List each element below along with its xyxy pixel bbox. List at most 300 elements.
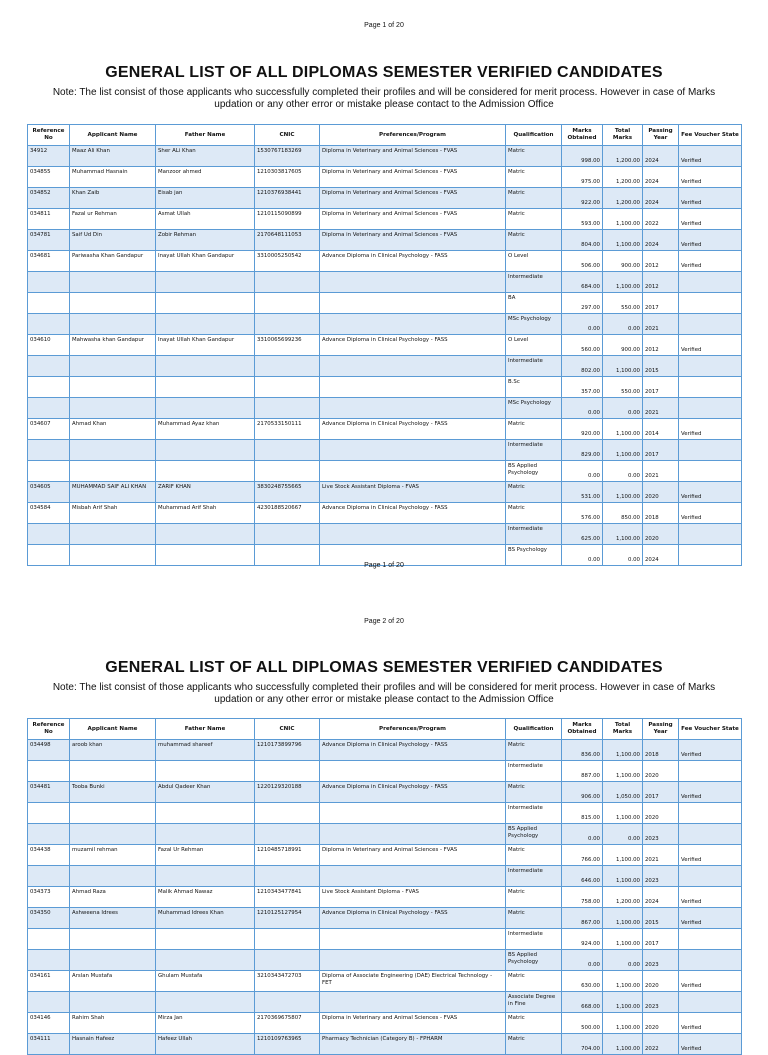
cell-cnic xyxy=(255,950,320,971)
table-row xyxy=(28,230,742,251)
cell-passing-year: 2018 xyxy=(643,503,679,524)
cell-applicant-name: Maaz Ali Khan xyxy=(70,146,156,167)
cell-passing-year: 2020 xyxy=(643,761,679,782)
cell-fee-voucher-state xyxy=(679,440,742,461)
table-row xyxy=(28,377,742,398)
cell-applicant-name xyxy=(70,461,156,482)
col-fee-voucher-state: Fee Voucher State xyxy=(679,719,742,740)
cell-father-name xyxy=(156,272,255,293)
cell-father-name: Ghulam Mustafa xyxy=(156,971,255,992)
col-program: Preferences/Program xyxy=(320,719,506,740)
cell-cnic xyxy=(255,929,320,950)
page-footer: Page 1 of 20 xyxy=(364,562,404,569)
cell-reference-no: 034584 xyxy=(28,503,70,524)
cell-father-name xyxy=(156,803,255,824)
cell-cnic xyxy=(255,272,320,293)
cell-reference-no: 034111 xyxy=(28,1034,70,1055)
cell-reference-no: 034161 xyxy=(28,971,70,992)
cell-cnic xyxy=(255,461,320,482)
cell-father-name: Muhammad Ayaz khan xyxy=(156,419,255,440)
cell-passing-year: 2022 xyxy=(643,209,679,230)
cell-qualification: Intermediate xyxy=(506,866,562,887)
cell-total-marks: 1,100.00 xyxy=(603,419,643,440)
cell-qualification: Matric xyxy=(506,482,562,503)
table-row xyxy=(28,314,742,335)
cell-marks-obtained: 804.00 xyxy=(562,230,603,251)
cell-reference-no: 034610 xyxy=(28,335,70,356)
table-row xyxy=(28,992,742,1013)
cell-qualification: Matric xyxy=(506,1034,562,1055)
cell-qualification: Associate Degree in Fine xyxy=(506,992,562,1013)
cell-qualification: Matric xyxy=(506,188,562,209)
cell-fee-voucher-state: Verified xyxy=(679,908,742,929)
table-row xyxy=(28,167,742,188)
cell-qualification: Intermediate xyxy=(506,761,562,782)
cell-marks-obtained: 704.00 xyxy=(562,1034,603,1055)
cell-reference-no xyxy=(28,524,70,545)
cell-marks-obtained: 758.00 xyxy=(562,887,603,908)
cell-marks-obtained: 506.00 xyxy=(562,251,603,272)
cell-marks-obtained: 924.00 xyxy=(562,929,603,950)
cell-program: Diploma in Veterinary and Animal Sciences - FVAS xyxy=(320,146,506,167)
cell-program xyxy=(320,440,506,461)
cell-passing-year: 2012 xyxy=(643,272,679,293)
cell-qualification: Matric xyxy=(506,740,562,761)
cell-marks-obtained: 531.00 xyxy=(562,482,603,503)
cell-applicant-name xyxy=(70,992,156,1013)
cell-total-marks: 1,200.00 xyxy=(603,146,643,167)
cell-total-marks: 0.00 xyxy=(603,461,643,482)
cell-fee-voucher-state xyxy=(679,356,742,377)
cell-reference-no xyxy=(28,398,70,419)
cell-qualification: Matric xyxy=(506,167,562,188)
cell-qualification: BS Psychology xyxy=(506,545,562,566)
cell-fee-voucher-state: Verified xyxy=(679,503,742,524)
cell-applicant-name xyxy=(70,293,156,314)
col-marks-obtained: Marks Obtained xyxy=(562,719,603,740)
cell-total-marks: 1,100.00 xyxy=(603,209,643,230)
cell-fee-voucher-state xyxy=(679,524,742,545)
cell-program: Diploma in Veterinary and Animal Sciences - FVAS xyxy=(320,167,506,188)
table-row xyxy=(28,1034,742,1055)
cell-program xyxy=(320,992,506,1013)
table-header-row xyxy=(28,125,742,146)
cell-total-marks: 1,050.00 xyxy=(603,782,643,803)
table-row xyxy=(28,356,742,377)
cell-fee-voucher-state: Verified xyxy=(679,845,742,866)
cell-qualification: MSc Psychology xyxy=(506,398,562,419)
table-row xyxy=(28,803,742,824)
cell-total-marks: 1,100.00 xyxy=(603,803,643,824)
cell-reference-no: 034607 xyxy=(28,419,70,440)
cell-marks-obtained: 887.00 xyxy=(562,761,603,782)
cell-reference-no: 034852 xyxy=(28,188,70,209)
cell-program: Diploma in Veterinary and Animal Sciences - FVAS xyxy=(320,230,506,251)
cell-cnic: 1210343477841 xyxy=(255,887,320,908)
cell-qualification: O Level xyxy=(506,251,562,272)
cell-fee-voucher-state: Verified xyxy=(679,419,742,440)
col-father-name: Father Name xyxy=(156,719,255,740)
cell-passing-year: 2020 xyxy=(643,482,679,503)
cell-total-marks: 900.00 xyxy=(603,251,643,272)
table-row xyxy=(28,524,742,545)
cell-cnic: 1210125127954 xyxy=(255,908,320,929)
cell-marks-obtained: 766.00 xyxy=(562,845,603,866)
cell-passing-year: 2015 xyxy=(643,908,679,929)
cell-cnic xyxy=(255,992,320,1013)
cell-marks-obtained: 906.00 xyxy=(562,782,603,803)
cell-applicant-name: Arslan Mustafa xyxy=(70,971,156,992)
cell-applicant-name: Rahim Shah xyxy=(70,1013,156,1034)
cell-father-name xyxy=(156,314,255,335)
cell-passing-year: 2015 xyxy=(643,356,679,377)
cell-total-marks: 1,100.00 xyxy=(603,230,643,251)
col-reference-no: Reference No xyxy=(28,719,70,740)
cell-fee-voucher-state xyxy=(679,377,742,398)
cell-fee-voucher-state: Verified xyxy=(679,1034,742,1055)
cell-program xyxy=(320,761,506,782)
cell-program: Diploma in Veterinary and Animal Sciences - FVAS xyxy=(320,188,506,209)
cell-reference-no xyxy=(28,314,70,335)
cell-cnic: 3310065699236 xyxy=(255,335,320,356)
cell-marks-obtained: 922.00 xyxy=(562,188,603,209)
table-body xyxy=(28,740,742,1055)
cell-father-name: Asmat Ullah xyxy=(156,209,255,230)
cell-father-name: Abdul Qadeer Khan xyxy=(156,782,255,803)
cell-qualification: Intermediate xyxy=(506,440,562,461)
cell-father-name xyxy=(156,761,255,782)
cell-father-name xyxy=(156,440,255,461)
cell-fee-voucher-state: Verified xyxy=(679,209,742,230)
col-marks-obtained: Marks Obtained xyxy=(562,125,603,146)
cell-cnic: 1530767183269 xyxy=(255,146,320,167)
cell-passing-year: 2023 xyxy=(643,824,679,845)
cell-program xyxy=(320,293,506,314)
cell-father-name: Eisab jan xyxy=(156,188,255,209)
cell-passing-year: 2017 xyxy=(643,293,679,314)
cell-applicant-name xyxy=(70,824,156,845)
cell-marks-obtained: 998.00 xyxy=(562,146,603,167)
cell-father-name xyxy=(156,524,255,545)
cell-applicant-name: Misbah Arif Shah xyxy=(70,503,156,524)
cell-program xyxy=(320,950,506,971)
cell-marks-obtained: 0.00 xyxy=(562,398,603,419)
cell-passing-year: 2024 xyxy=(643,887,679,908)
cell-applicant-name: aroob khan xyxy=(70,740,156,761)
cell-total-marks: 1,100.00 xyxy=(603,866,643,887)
cell-fee-voucher-state: Verified xyxy=(679,740,742,761)
cell-applicant-name xyxy=(70,398,156,419)
cell-reference-no xyxy=(28,440,70,461)
cell-total-marks: 1,200.00 xyxy=(603,167,643,188)
cell-qualification: BS Applied Psychology xyxy=(506,824,562,845)
cell-cnic: 1210376938441 xyxy=(255,188,320,209)
cell-fee-voucher-state xyxy=(679,761,742,782)
cell-passing-year: 2021 xyxy=(643,461,679,482)
cell-reference-no: 34912 xyxy=(28,146,70,167)
cell-applicant-name: muzamil rehman xyxy=(70,845,156,866)
cell-program: Live Stock Assistant Diploma - FVAS xyxy=(320,482,506,503)
cell-applicant-name: Tooba Bunki xyxy=(70,782,156,803)
cell-cnic: 4230188520667 xyxy=(255,503,320,524)
cell-total-marks: 0.00 xyxy=(603,545,643,566)
cell-cnic: 1210115090899 xyxy=(255,209,320,230)
cell-father-name xyxy=(156,824,255,845)
cell-fee-voucher-state: Verified xyxy=(679,971,742,992)
cell-passing-year: 2024 xyxy=(643,167,679,188)
cell-applicant-name: Ahmad Raza xyxy=(70,887,156,908)
cell-father-name: Inayat Ullah Khan Gandapur xyxy=(156,251,255,272)
table-row xyxy=(28,146,742,167)
cell-cnic: 1210303817605 xyxy=(255,167,320,188)
cell-reference-no xyxy=(28,929,70,950)
cell-qualification: BS Applied Psychology xyxy=(506,461,562,482)
cell-reference-no: 034146 xyxy=(28,1013,70,1034)
cell-reference-no: 034373 xyxy=(28,887,70,908)
cell-program xyxy=(320,824,506,845)
col-cnic: CNIC xyxy=(255,719,320,740)
cell-cnic xyxy=(255,524,320,545)
cell-marks-obtained: 500.00 xyxy=(562,1013,603,1034)
cell-total-marks: 1,100.00 xyxy=(603,440,643,461)
col-applicant-name: Applicant Name xyxy=(70,719,156,740)
cell-qualification: Intermediate xyxy=(506,272,562,293)
cell-father-name: Mirza Jan xyxy=(156,1013,255,1034)
table-row xyxy=(28,1013,742,1034)
cell-father-name xyxy=(156,377,255,398)
cell-applicant-name xyxy=(70,866,156,887)
cell-passing-year: 2024 xyxy=(643,545,679,566)
cell-program xyxy=(320,272,506,293)
cell-cnic: 1210485718991 xyxy=(255,845,320,866)
cell-total-marks: 1,100.00 xyxy=(603,761,643,782)
cell-fee-voucher-state: Verified xyxy=(679,335,742,356)
cell-cnic: 2170369675807 xyxy=(255,1013,320,1034)
cell-program: Pharmacy Technician (Category B) - FPHARM xyxy=(320,1034,506,1055)
cell-program: Diploma of Associate Engineering (DAE) Electrical Technology - FET xyxy=(320,971,506,992)
cell-program: Advance Diploma in Clinical Psychology - FASS xyxy=(320,740,506,761)
cell-passing-year: 2017 xyxy=(643,782,679,803)
cell-reference-no xyxy=(28,272,70,293)
cell-reference-no: 034681 xyxy=(28,251,70,272)
cell-qualification: Matric xyxy=(506,209,562,230)
cell-fee-voucher-state xyxy=(679,950,742,971)
cell-marks-obtained: 829.00 xyxy=(562,440,603,461)
cell-cnic xyxy=(255,293,320,314)
cell-qualification: BA xyxy=(506,293,562,314)
cell-fee-voucher-state: Verified xyxy=(679,146,742,167)
cell-fee-voucher-state xyxy=(679,461,742,482)
cell-qualification: Intermediate xyxy=(506,803,562,824)
cell-passing-year: 2021 xyxy=(643,314,679,335)
cell-applicant-name: Ashweena Idrees xyxy=(70,908,156,929)
cell-qualification: Matric xyxy=(506,971,562,992)
cell-cnic xyxy=(255,398,320,419)
table-body xyxy=(28,146,742,566)
cell-cnic: 3310005250542 xyxy=(255,251,320,272)
cell-applicant-name xyxy=(70,272,156,293)
cell-total-marks: 1,100.00 xyxy=(603,482,643,503)
cell-total-marks: 1,100.00 xyxy=(603,845,643,866)
cell-program xyxy=(320,866,506,887)
cell-cnic xyxy=(255,356,320,377)
cell-marks-obtained: 0.00 xyxy=(562,461,603,482)
cell-cnic: 1220129320188 xyxy=(255,782,320,803)
col-cnic: CNIC xyxy=(255,125,320,146)
cell-father-name: Inayat Ullah Khan Gandapur xyxy=(156,335,255,356)
cell-father-name: ZARIF KHAN xyxy=(156,482,255,503)
cell-cnic: 1210109763965 xyxy=(255,1034,320,1055)
cell-marks-obtained: 836.00 xyxy=(562,740,603,761)
cell-marks-obtained: 0.00 xyxy=(562,545,603,566)
cell-fee-voucher-state: Verified xyxy=(679,251,742,272)
cell-passing-year: 2023 xyxy=(643,992,679,1013)
cell-total-marks: 900.00 xyxy=(603,335,643,356)
cell-marks-obtained: 802.00 xyxy=(562,356,603,377)
cell-qualification: Matric xyxy=(506,782,562,803)
cell-reference-no: 034811 xyxy=(28,209,70,230)
cell-qualification: Matric xyxy=(506,887,562,908)
cell-applicant-name xyxy=(70,929,156,950)
table-row xyxy=(28,461,742,482)
cell-reference-no: 034350 xyxy=(28,908,70,929)
cell-father-name: Fazal Ur Rehman xyxy=(156,845,255,866)
cell-passing-year: 2023 xyxy=(643,950,679,971)
cell-total-marks: 1,100.00 xyxy=(603,908,643,929)
cell-passing-year: 2020 xyxy=(643,524,679,545)
cell-reference-no: 034605 xyxy=(28,482,70,503)
cell-cnic xyxy=(255,803,320,824)
cell-applicant-name: Pariwasha Khan Gandapur xyxy=(70,251,156,272)
cell-program xyxy=(320,314,506,335)
cell-applicant-name: Ahmad Khan xyxy=(70,419,156,440)
cell-qualification: Matric xyxy=(506,146,562,167)
col-qualification: Qualification xyxy=(506,125,562,146)
cell-passing-year: 2024 xyxy=(643,146,679,167)
cell-total-marks: 0.00 xyxy=(603,314,643,335)
cell-program: Advance Diploma in Clinical Psychology - FASS xyxy=(320,503,506,524)
cell-marks-obtained: 297.00 xyxy=(562,293,603,314)
cell-total-marks: 1,200.00 xyxy=(603,188,643,209)
cell-passing-year: 2020 xyxy=(643,1013,679,1034)
col-qualification: Qualification xyxy=(506,719,562,740)
col-applicant-name: Applicant Name xyxy=(70,125,156,146)
cell-applicant-name xyxy=(70,440,156,461)
cell-qualification: Intermediate xyxy=(506,524,562,545)
col-fee-voucher-state: Fee Voucher State xyxy=(679,125,742,146)
cell-passing-year: 2020 xyxy=(643,803,679,824)
cell-total-marks: 1,100.00 xyxy=(603,992,643,1013)
cell-program xyxy=(320,929,506,950)
cell-marks-obtained: 576.00 xyxy=(562,503,603,524)
cell-passing-year: 2024 xyxy=(643,230,679,251)
cell-qualification: Matric xyxy=(506,845,562,866)
table-row xyxy=(28,845,742,866)
cell-program: Advance Diploma in Clinical Psychology - FASS xyxy=(320,335,506,356)
cell-qualification: Matric xyxy=(506,908,562,929)
page-header: Page 1 of 20 xyxy=(364,22,404,29)
cell-total-marks: 550.00 xyxy=(603,377,643,398)
note-text xyxy=(30,682,738,706)
cell-reference-no: 034481 xyxy=(28,782,70,803)
cell-marks-obtained: 920.00 xyxy=(562,419,603,440)
cell-cnic xyxy=(255,440,320,461)
cell-fee-voucher-state xyxy=(679,929,742,950)
table-row xyxy=(28,929,742,950)
note-text xyxy=(30,87,738,111)
cell-total-marks: 1,100.00 xyxy=(603,1013,643,1034)
cell-fee-voucher-state: Verified xyxy=(679,167,742,188)
cell-total-marks: 1,100.00 xyxy=(603,971,643,992)
cell-father-name: Zobir Rehman xyxy=(156,230,255,251)
col-passing-year: Passing Year xyxy=(643,719,679,740)
table-row xyxy=(28,740,742,761)
cell-applicant-name: Saif Ud Din xyxy=(70,230,156,251)
cell-reference-no: 034781 xyxy=(28,230,70,251)
cell-qualification: Intermediate xyxy=(506,929,562,950)
cell-fee-voucher-state xyxy=(679,314,742,335)
cell-passing-year: 2012 xyxy=(643,251,679,272)
cell-cnic: 3830248755665 xyxy=(255,482,320,503)
cell-reference-no xyxy=(28,377,70,398)
cell-program xyxy=(320,461,506,482)
cell-fee-voucher-state xyxy=(679,824,742,845)
cell-applicant-name xyxy=(70,761,156,782)
cell-father-name: Hafeez Ullah xyxy=(156,1034,255,1055)
table-row xyxy=(28,950,742,971)
table-row xyxy=(28,251,742,272)
cell-cnic xyxy=(255,314,320,335)
cell-marks-obtained: 975.00 xyxy=(562,167,603,188)
cell-marks-obtained: 0.00 xyxy=(562,314,603,335)
page-header: Page 2 of 20 xyxy=(364,618,404,625)
cell-reference-no xyxy=(28,824,70,845)
cell-applicant-name xyxy=(70,314,156,335)
table-row xyxy=(28,440,742,461)
cell-total-marks: 1,100.00 xyxy=(603,740,643,761)
cell-qualification: B.Sc xyxy=(506,377,562,398)
cell-qualification: Matric xyxy=(506,230,562,251)
cell-cnic: 2170533150111 xyxy=(255,419,320,440)
cell-passing-year: 2020 xyxy=(643,971,679,992)
cell-father-name: Muhammad Idrees Khan xyxy=(156,908,255,929)
cell-program: Advance Diploma in Clinical Psychology - FASS xyxy=(320,251,506,272)
cell-program: Live Stock Assistant Diploma - FVAS xyxy=(320,887,506,908)
cell-program: Advance Diploma in Clinical Psychology - FASS xyxy=(320,908,506,929)
cell-marks-obtained: 357.00 xyxy=(562,377,603,398)
note-line-1: Note: The list consist of those applicants who successfully completed their profiles and will be considered for merit process. However in case of Marks xyxy=(52,87,716,98)
cell-marks-obtained: 593.00 xyxy=(562,209,603,230)
cell-marks-obtained: 684.00 xyxy=(562,272,603,293)
table-row xyxy=(28,209,742,230)
cell-marks-obtained: 646.00 xyxy=(562,866,603,887)
table-row xyxy=(28,293,742,314)
cell-program xyxy=(320,377,506,398)
cell-father-name xyxy=(156,929,255,950)
candidates-table xyxy=(27,124,742,566)
cell-program: Advance Diploma in Clinical Psychology - FASS xyxy=(320,782,506,803)
cell-father-name: Sher ALi Khan xyxy=(156,146,255,167)
cell-father-name: Manzoor ahmed xyxy=(156,167,255,188)
cell-applicant-name: Muhammad Hasnain xyxy=(70,167,156,188)
cell-father-name xyxy=(156,356,255,377)
cell-reference-no: 034438 xyxy=(28,845,70,866)
cell-marks-obtained: 815.00 xyxy=(562,803,603,824)
cell-applicant-name: Fazal ur Rehman xyxy=(70,209,156,230)
candidates-table xyxy=(27,718,742,1055)
cell-passing-year: 2017 xyxy=(643,929,679,950)
cell-cnic: 1210173899796 xyxy=(255,740,320,761)
